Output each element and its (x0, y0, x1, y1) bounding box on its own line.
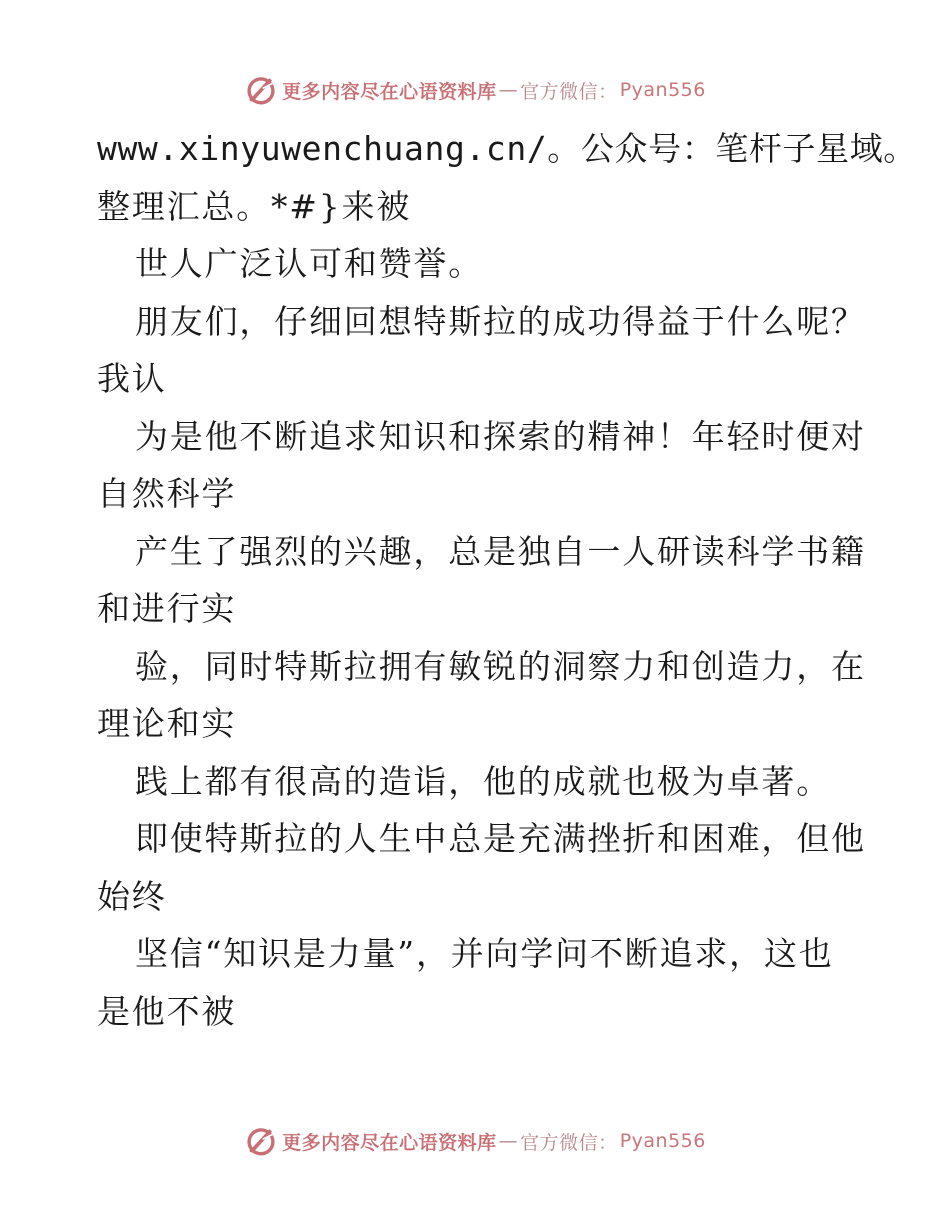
watermark-text: 更多内容尽在心语资料库 (282, 80, 497, 103)
watermark-handle: Pyan556 (619, 79, 706, 101)
quill-logo-icon (244, 1124, 278, 1158)
text-line-3: 世人广泛认可和赞誉。 (135, 244, 483, 283)
text-line-10: 验，同时特斯拉拥有敏锐的洞察力和创造力，在 (135, 646, 866, 686)
watermark-wechat-label: 官方微信： (520, 1131, 618, 1154)
footer-watermark (0, 1121, 950, 1161)
text-line-5: 我认 (97, 359, 167, 398)
text-line-7: 自然科学 (97, 474, 237, 513)
text-line-15: 坚信“知识是力量”，并向学问不断追求，这也 (135, 934, 834, 973)
text-line-11: 理论和实 (97, 704, 237, 743)
text-line-12: 践上都有很高的造诣，他的成就也极为卓著。 (135, 761, 831, 801)
header-watermark (0, 70, 950, 110)
text-line-8: 产生了强烈的兴趣，总是独自一人研读科学书籍 (135, 531, 866, 571)
text-line-2: 整理汇总。*#}来被 (97, 186, 412, 226)
text-line-1: www.xinyuwenchuang.cn/。公众号：笔杆子星域。 (97, 129, 917, 168)
text-line-16: 是他不被 (97, 991, 237, 1031)
document-body (97, 120, 917, 1040)
watermark-dash: — (498, 1130, 519, 1152)
watermark-wechat-label: 官方微信： (520, 80, 618, 103)
watermark-text: 更多内容尽在心语资料库 (282, 1131, 497, 1154)
text-line-14: 始终 (97, 876, 167, 916)
text-line-4: 朋友们，仔细回想特斯拉的成功得益于什么呢？ (135, 301, 866, 341)
text-line-13: 即使特斯拉的人生中总是充满挫折和困难，但他 (135, 819, 866, 858)
quill-logo-icon (244, 73, 278, 107)
text-line-9: 和进行实 (97, 589, 237, 628)
watermark-handle: Pyan556 (619, 1130, 706, 1152)
watermark-dash: — (498, 79, 519, 101)
text-line-6: 为是他不断追求知识和探索的精神！年轻时便对 (135, 416, 866, 456)
